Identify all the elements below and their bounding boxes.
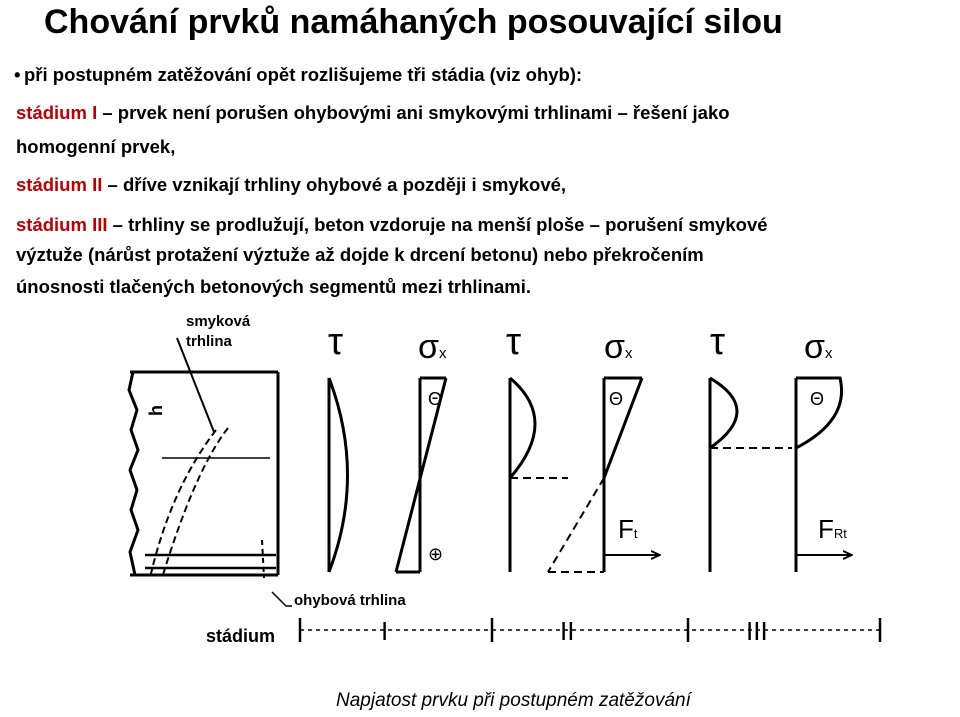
stage3-text-line2: výztuže (nárůst protažení výztuže až dojde k drcení betonu) nebo překročením: [16, 244, 704, 265]
bending-crack-label: ohybová trhlina: [294, 592, 406, 609]
stage3-text-b: porušení smykové: [605, 214, 768, 235]
stage1-text-c: homogenní prvek,: [16, 136, 176, 157]
sigma-sub: x: [624, 345, 633, 362]
stage2-minus-icon: Θ: [609, 389, 624, 409]
stage3-sigma-symbol: [804, 328, 833, 366]
shear-crack-label-2: trhlina: [186, 333, 232, 350]
force-glyph: F: [618, 514, 634, 544]
stage3-minus-icon: Θ: [810, 389, 825, 409]
stage3-dash: –: [112, 214, 123, 235]
stage-III-label: III: [746, 616, 768, 646]
stage1-text-a: prvek není porušen ohybovými ani smykovými trhlinami: [117, 102, 613, 123]
stage2-sigma-symbol: [604, 328, 633, 366]
page-title: Chování prvků namáhaných posouvající silou: [44, 3, 783, 41]
force-sub: t: [633, 526, 638, 541]
figure-caption: Napjatost prvku při postupném zatěžování: [336, 690, 691, 711]
bullet-icon: •: [14, 64, 21, 85]
stage1-tau-diagram: [329, 378, 348, 572]
stage-label: stádium: [206, 626, 276, 646]
force-sub: Rt: [833, 526, 847, 541]
sigma-glyph: σ: [804, 328, 825, 366]
stage-II-label: II: [560, 616, 575, 646]
stage2-label: stádium II: [16, 174, 103, 195]
shear-crack-label-1: smyková: [186, 313, 251, 330]
stage2-tau-symbol: τ: [506, 321, 522, 363]
stage1-minus-icon: Θ: [428, 389, 443, 409]
stage3-label: stádium III: [16, 214, 108, 235]
stage3-force-label: [818, 514, 847, 544]
sigma-sub: x: [824, 345, 833, 362]
stage1-dash2: –: [617, 102, 628, 123]
stage-I-label: I: [381, 616, 389, 646]
stage1-dash: –: [102, 102, 113, 123]
stage1-plus-icon: ⊕: [428, 544, 444, 564]
force-glyph: F: [818, 514, 834, 544]
stage1-sigma-symbol: [418, 328, 447, 366]
stage3-text-a: trhliny se prodlužují, beton vzdoruje na menší ploše: [128, 214, 585, 235]
stage3-dash2: –: [589, 214, 600, 235]
intro-text: při postupném zatěžování opět rozlišujeme tři stádia (viz ohyb):: [24, 64, 583, 85]
sigma-glyph: σ: [604, 328, 625, 366]
stage2-dash: –: [107, 174, 118, 195]
stage1-label: stádium I: [16, 102, 98, 123]
stage2-tau-diagram: [510, 378, 568, 572]
stage2-force-label: [618, 514, 638, 544]
stage2-text: dříve vznikají trhliny ohybové a později i smykové,: [122, 174, 567, 195]
sigma-glyph: σ: [418, 328, 439, 366]
stage3-tau-symbol: τ: [710, 321, 726, 363]
stage3-text-line3: únosnosti tlačených betonových segmentů mezi trhlinami.: [16, 276, 532, 297]
stage2-sigma-diagram: [548, 378, 660, 572]
beam-element: [129, 338, 292, 606]
stage1-tau-symbol: τ: [328, 321, 344, 363]
stage1-text-b: řešení jako: [632, 102, 730, 123]
sigma-sub: x: [438, 345, 447, 362]
stage3-tau-diagram: [710, 378, 792, 572]
height-label: h: [146, 405, 166, 416]
